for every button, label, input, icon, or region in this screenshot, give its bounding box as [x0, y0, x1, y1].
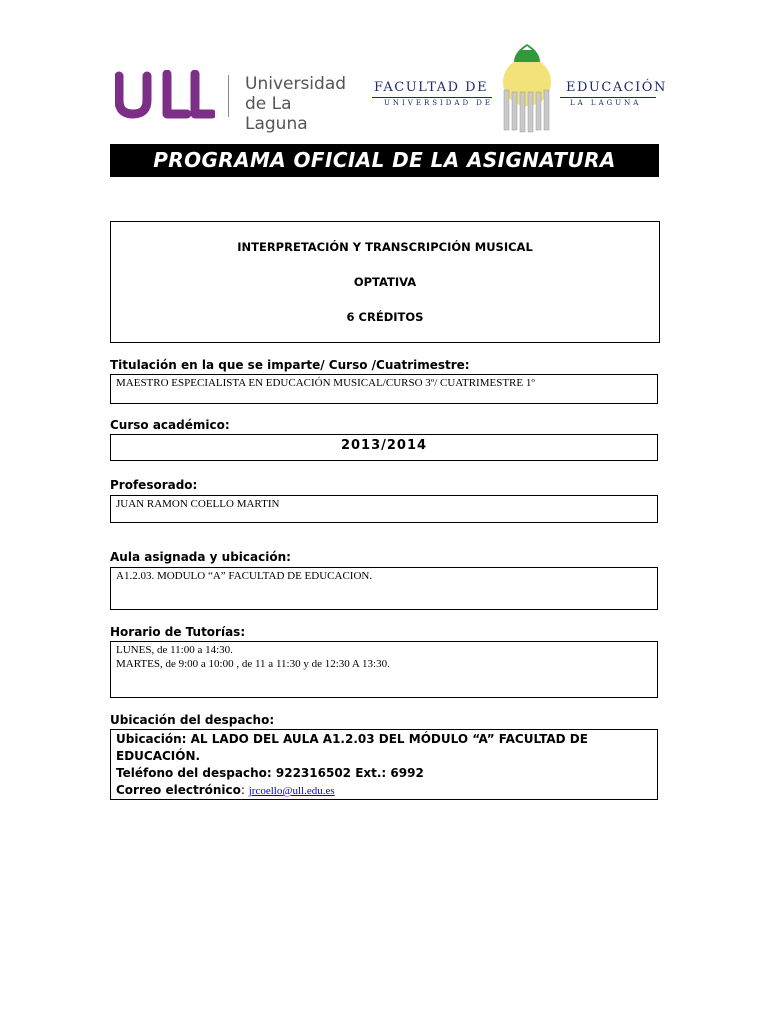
- email-label: Correo electrónico: [116, 783, 241, 797]
- despacho-email-row: [116, 782, 652, 800]
- faculty-word1: FACULTAD DE: [374, 80, 489, 95]
- faculty-sub2: LA LAGUNA: [570, 99, 642, 107]
- faculty-logo: [370, 42, 667, 134]
- tutorias-field: [110, 641, 658, 698]
- email-separator: :: [240, 783, 249, 797]
- despacho-label: Ubicación del despacho:: [110, 713, 275, 727]
- despacho-phone: Teléfono del despacho: 922316502 Ext.: 6992: [116, 766, 424, 780]
- profesorado-label: Profesorado:: [110, 478, 198, 492]
- titulacion-label: Titulación en la que se imparte/ Curso /Cuatrimestre:: [110, 358, 470, 372]
- tutorias-line2: MARTES, de 9:00 a 10:00 , de 11 a 11:30 y de 12:30 A 13:30.: [116, 658, 390, 670]
- faculty-sub1: UNIVERSIDAD DE: [384, 99, 494, 107]
- despacho-field: [110, 729, 658, 800]
- logo-divider: [228, 75, 229, 117]
- document-title: PROGRAMA OFICIAL DE LA ASIGNATURA: [110, 144, 659, 177]
- profesorado-field: JUAN RAMON COELLO MARTIN: [110, 495, 658, 523]
- faculty-word2: EDUCACIÓN: [566, 80, 667, 95]
- course-type: OPTATIVA: [353, 275, 417, 289]
- ull-logo-mark: [115, 70, 215, 120]
- course-name: INTERPRETACIÓN Y TRANSCRIPCIÓN MUSICAL: [237, 240, 533, 254]
- aula-label: Aula asignada y ubicación:: [110, 550, 291, 564]
- curso-field: 2013/2014: [110, 434, 658, 461]
- ull-logo: [115, 70, 355, 134]
- aula-field: A1.2.03. MODULO “A” FACULTAD DE EDUCACION.: [110, 567, 658, 610]
- university-name-line2: de La Laguna: [245, 94, 308, 134]
- titulacion-field: MAESTRO ESPECIALISTA EN EDUCACIÓN MUSICAL/CURSO 3º/ CUATRIMESTRE 1º: [110, 374, 658, 404]
- tutorias-label: Horario de Tutorías:: [110, 625, 246, 639]
- despacho-line1: Ubicación: AL LADO DEL AULA A1.2.03 DEL MÓDULO “A” FACULTAD DE: [116, 732, 588, 746]
- tutorias-line1: LUNES, de 11:00 a 14:30.: [116, 644, 233, 656]
- faculty-rule-right: [560, 97, 656, 98]
- despacho-line2: EDUCACIÓN.: [116, 749, 201, 763]
- university-name-line1: Universidad: [245, 74, 347, 94]
- faculty-rule-left: [372, 97, 492, 98]
- course-credits: 6 CRÉDITOS: [346, 310, 424, 324]
- faculty-emblem-icon: [494, 42, 560, 134]
- course-info-box: [110, 221, 660, 343]
- curso-label: Curso académico:: [110, 418, 230, 432]
- email-link[interactable]: jrcoello@ull.edu.es: [248, 785, 335, 797]
